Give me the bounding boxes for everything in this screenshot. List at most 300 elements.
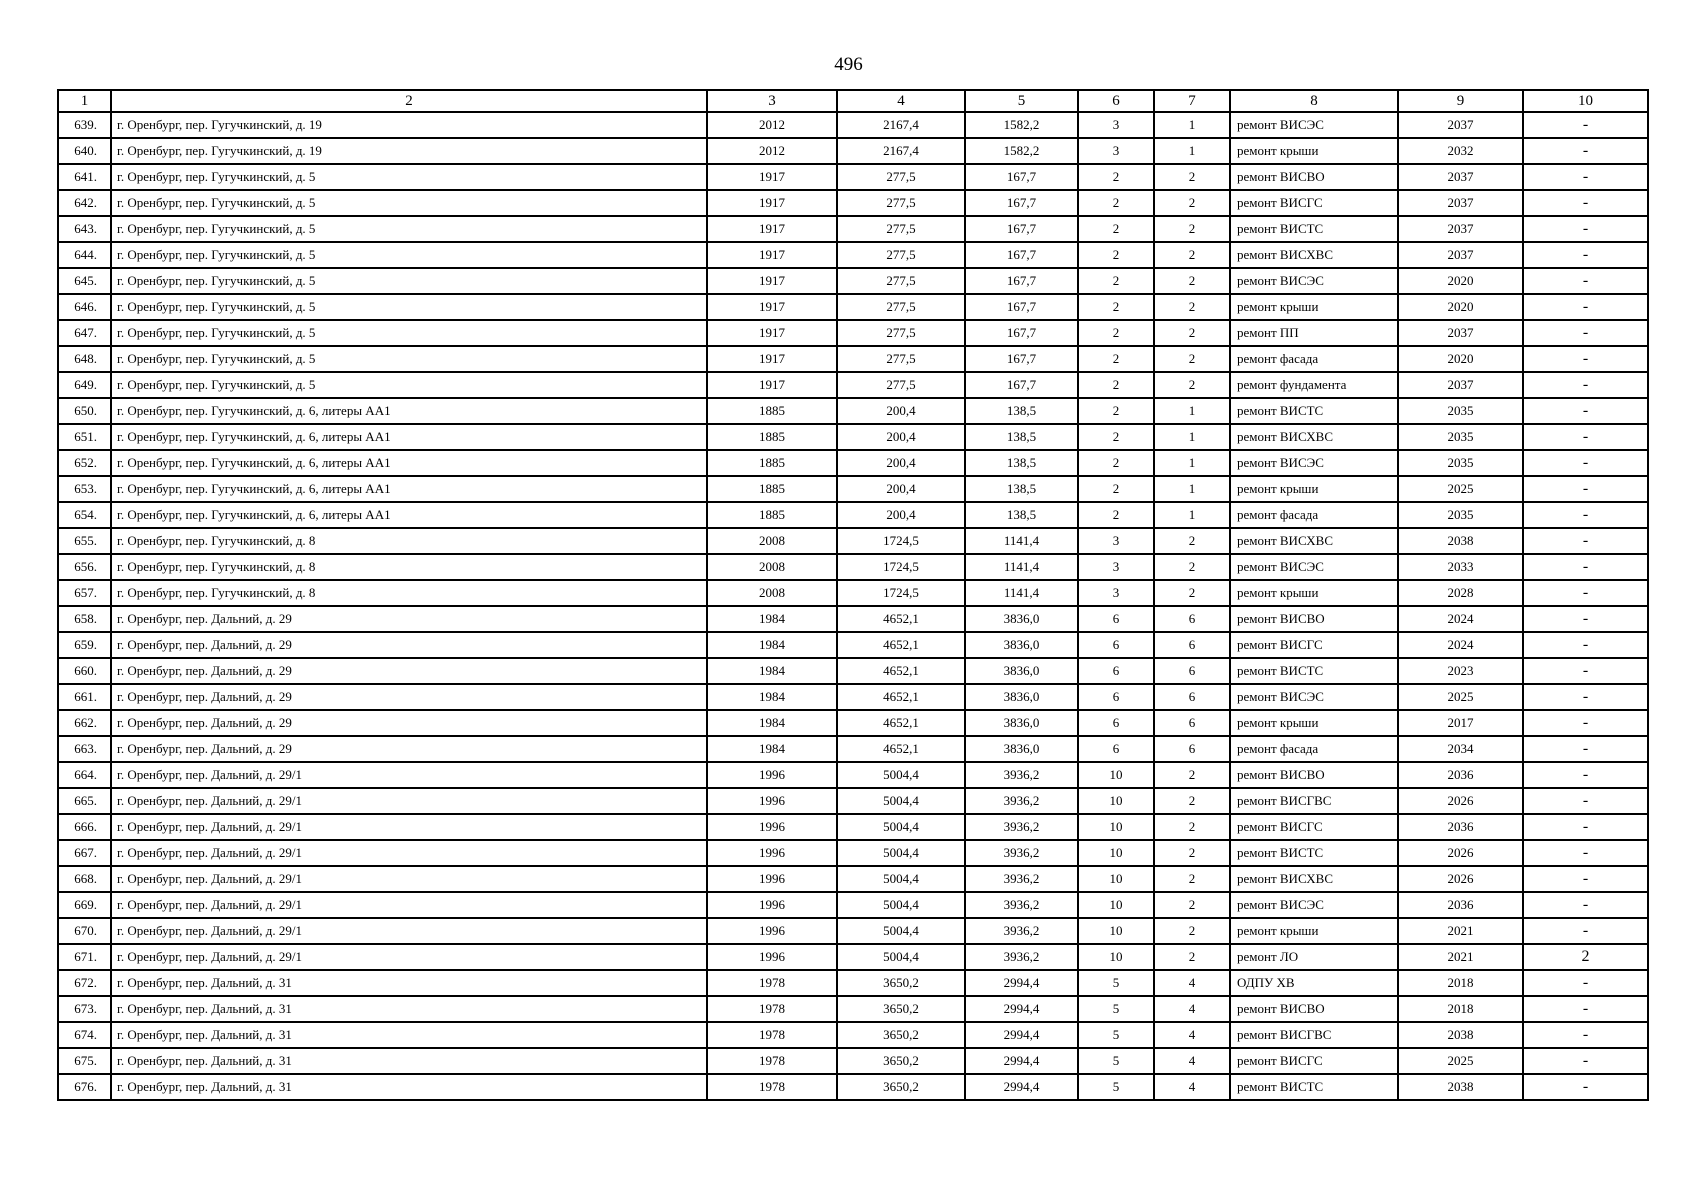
planned-year-cell: 2035 [1398,424,1523,450]
year-built-cell: 1984 [707,736,837,762]
work-type-cell: ремонт ВИСХВС [1230,866,1398,892]
work-type-cell: ремонт ВИСТС [1230,216,1398,242]
year-built-cell: 1917 [707,164,837,190]
row-number-cell: 649. [58,372,111,398]
table-row [58,710,1648,736]
planned-year-cell: 2033 [1398,554,1523,580]
floors-cell: 2 [1078,502,1154,528]
entrances-cell: 2 [1154,580,1230,606]
address-cell: г. Оренбург, пер. Гугучкинский, д. 5 [111,346,707,372]
floors-cell: 2 [1078,320,1154,346]
column-header-7: 7 [1154,90,1230,112]
row-number-cell: 646. [58,294,111,320]
living-area-cell: 2994,4 [965,996,1078,1022]
address-cell: г. Оренбург, пер. Гугучкинский, д. 5 [111,190,707,216]
year-built-cell: 1885 [707,502,837,528]
column-10-value-cell: - [1523,190,1648,216]
living-area-cell: 138,5 [965,476,1078,502]
entrances-cell: 2 [1154,320,1230,346]
living-area-cell: 3836,0 [965,684,1078,710]
row-number-cell: 656. [58,554,111,580]
entrances-cell: 1 [1154,398,1230,424]
entrances-cell: 4 [1154,996,1230,1022]
table-row [58,268,1648,294]
column-10-value-cell: - [1523,710,1648,736]
year-built-cell: 1984 [707,658,837,684]
work-type-cell: ремонт фундамента [1230,372,1398,398]
planned-year-cell: 2038 [1398,1022,1523,1048]
floors-cell: 2 [1078,424,1154,450]
row-number-cell: 676. [58,1074,111,1100]
row-number-cell: 657. [58,580,111,606]
column-10-value-cell: - [1523,164,1648,190]
planned-year-cell: 2036 [1398,762,1523,788]
floors-cell: 10 [1078,918,1154,944]
table-container [57,89,1649,1101]
living-area-cell: 167,7 [965,268,1078,294]
row-number-cell: 659. [58,632,111,658]
row-number-cell: 651. [58,424,111,450]
table-body [58,112,1648,1100]
entrances-cell: 2 [1154,866,1230,892]
row-number-cell: 672. [58,970,111,996]
entrances-cell: 6 [1154,710,1230,736]
row-number-cell: 666. [58,814,111,840]
year-built-cell: 2012 [707,112,837,138]
address-cell: г. Оренбург, пер. Гугучкинский, д. 8 [111,528,707,554]
table-row [58,996,1648,1022]
total-area-cell: 3650,2 [837,996,965,1022]
total-area-cell: 5004,4 [837,788,965,814]
work-type-cell: ремонт ВИСГС [1230,814,1398,840]
address-cell: г. Оренбург, пер. Дальний, д. 29/1 [111,788,707,814]
living-area-cell: 1141,4 [965,528,1078,554]
floors-cell: 2 [1078,164,1154,190]
total-area-cell: 4652,1 [837,684,965,710]
address-cell: г. Оренбург, пер. Дальний, д. 29 [111,606,707,632]
planned-year-cell: 2035 [1398,450,1523,476]
floors-cell: 2 [1078,268,1154,294]
living-area-cell: 3836,0 [965,736,1078,762]
table-row [58,892,1648,918]
address-cell: г. Оренбург, пер. Дальний, д. 31 [111,1022,707,1048]
living-area-cell: 167,7 [965,320,1078,346]
address-cell: г. Оренбург, пер. Гугучкинский, д. 6, литеры АА1 [111,476,707,502]
entrances-cell: 2 [1154,944,1230,970]
column-10-value-cell: - [1523,320,1648,346]
table-row [58,476,1648,502]
row-number-cell: 652. [58,450,111,476]
planned-year-cell: 2038 [1398,1074,1523,1100]
entrances-cell: 2 [1154,554,1230,580]
entrances-cell: 2 [1154,346,1230,372]
table-row [58,398,1648,424]
column-10-value-cell: - [1523,476,1648,502]
year-built-cell: 1996 [707,866,837,892]
row-number-cell: 674. [58,1022,111,1048]
total-area-cell: 5004,4 [837,866,965,892]
entrances-cell: 2 [1154,892,1230,918]
planned-year-cell: 2036 [1398,814,1523,840]
floors-cell: 2 [1078,190,1154,216]
table-row [58,502,1648,528]
floors-cell: 2 [1078,346,1154,372]
work-type-cell: ремонт крыши [1230,580,1398,606]
total-area-cell: 5004,4 [837,840,965,866]
column-10-value-cell: - [1523,1074,1648,1100]
work-type-cell: ремонт ВИСЭС [1230,450,1398,476]
planned-year-cell: 2026 [1398,840,1523,866]
living-area-cell: 3936,2 [965,866,1078,892]
living-area-cell: 167,7 [965,164,1078,190]
work-type-cell: ремонт ВИСТС [1230,1074,1398,1100]
floors-cell: 2 [1078,372,1154,398]
planned-year-cell: 2026 [1398,866,1523,892]
work-type-cell: ремонт ВИСТС [1230,658,1398,684]
row-number-cell: 654. [58,502,111,528]
table-row [58,424,1648,450]
column-10-value-cell: - [1523,658,1648,684]
table-row [58,866,1648,892]
address-cell: г. Оренбург, пер. Гугучкинский, д. 5 [111,268,707,294]
table-row [58,684,1648,710]
living-area-cell: 2994,4 [965,1022,1078,1048]
column-10-value-cell: - [1523,814,1648,840]
address-cell: г. Оренбург, пер. Гугучкинский, д. 5 [111,216,707,242]
floors-cell: 5 [1078,1048,1154,1074]
floors-cell: 2 [1078,450,1154,476]
living-area-cell: 1141,4 [965,580,1078,606]
address-cell: г. Оренбург, пер. Гугучкинский, д. 5 [111,164,707,190]
column-10-value-cell: - [1523,216,1648,242]
column-header-10: 10 [1523,90,1648,112]
total-area-cell: 3650,2 [837,970,965,996]
row-number-cell: 675. [58,1048,111,1074]
total-area-cell: 1724,5 [837,528,965,554]
work-type-cell: ремонт ВИСГС [1230,190,1398,216]
total-area-cell: 5004,4 [837,918,965,944]
row-number-cell: 673. [58,996,111,1022]
floors-cell: 6 [1078,736,1154,762]
column-10-value-cell: - [1523,632,1648,658]
row-number-cell: 655. [58,528,111,554]
living-area-cell: 3836,0 [965,658,1078,684]
address-cell: г. Оренбург, пер. Гугучкинский, д. 5 [111,242,707,268]
entrances-cell: 4 [1154,1074,1230,1100]
planned-year-cell: 2032 [1398,138,1523,164]
planned-year-cell: 2018 [1398,996,1523,1022]
floors-cell: 6 [1078,710,1154,736]
column-10-value-cell: - [1523,606,1648,632]
planned-year-cell: 2024 [1398,606,1523,632]
planned-year-cell: 2017 [1398,710,1523,736]
column-10-value-cell: - [1523,450,1648,476]
work-type-cell: ремонт крыши [1230,138,1398,164]
table-row [58,164,1648,190]
floors-cell: 5 [1078,1074,1154,1100]
column-10-value-cell: - [1523,840,1648,866]
year-built-cell: 1917 [707,190,837,216]
total-area-cell: 277,5 [837,164,965,190]
year-built-cell: 1917 [707,320,837,346]
column-10-value-cell: - [1523,1048,1648,1074]
total-area-cell: 2167,4 [837,112,965,138]
address-cell: г. Оренбург, пер. Гугучкинский, д. 8 [111,580,707,606]
column-header-9: 9 [1398,90,1523,112]
floors-cell: 6 [1078,606,1154,632]
planned-year-cell: 2034 [1398,736,1523,762]
column-header-1: 1 [58,90,111,112]
row-number-cell: 645. [58,268,111,294]
floors-cell: 3 [1078,554,1154,580]
year-built-cell: 2012 [707,138,837,164]
total-area-cell: 5004,4 [837,892,965,918]
planned-year-cell: 2037 [1398,112,1523,138]
living-area-cell: 2994,4 [965,1074,1078,1100]
address-cell: г. Оренбург, пер. Гугучкинский, д. 6, литеры АА1 [111,424,707,450]
floors-cell: 2 [1078,294,1154,320]
work-type-cell: ремонт ВИСХВС [1230,424,1398,450]
entrances-cell: 2 [1154,294,1230,320]
floors-cell: 3 [1078,112,1154,138]
work-type-cell: ремонт ВИСГС [1230,632,1398,658]
column-header-4: 4 [837,90,965,112]
column-10-value-cell: - [1523,684,1648,710]
total-area-cell: 277,5 [837,190,965,216]
work-type-cell: ремонт ВИСЭС [1230,554,1398,580]
row-number-cell: 640. [58,138,111,164]
table-row [58,138,1648,164]
work-type-cell: ремонт фасада [1230,736,1398,762]
entrances-cell: 1 [1154,424,1230,450]
year-built-cell: 1996 [707,788,837,814]
planned-year-cell: 2020 [1398,294,1523,320]
address-cell: г. Оренбург, пер. Дальний, д. 29/1 [111,892,707,918]
column-header-6: 6 [1078,90,1154,112]
column-10-value-cell: - [1523,762,1648,788]
table-row [58,112,1648,138]
table-row [58,814,1648,840]
living-area-cell: 3936,2 [965,814,1078,840]
column-10-value-cell: - [1523,242,1648,268]
total-area-cell: 5004,4 [837,762,965,788]
year-built-cell: 1885 [707,424,837,450]
table-row [58,658,1648,684]
year-built-cell: 1885 [707,476,837,502]
address-cell: г. Оренбург, пер. Гугучкинский, д. 6, литеры АА1 [111,398,707,424]
row-number-cell: 644. [58,242,111,268]
entrances-cell: 2 [1154,268,1230,294]
entrances-cell: 2 [1154,242,1230,268]
work-type-cell: ремонт ВИСЭС [1230,268,1398,294]
living-area-cell: 3836,0 [965,632,1078,658]
work-type-cell: ремонт ВИСГВС [1230,788,1398,814]
table-row [58,528,1648,554]
row-number-cell: 671. [58,944,111,970]
year-built-cell: 1885 [707,450,837,476]
work-type-cell: ремонт ВИСХВС [1230,242,1398,268]
total-area-cell: 200,4 [837,476,965,502]
entrances-cell: 4 [1154,1022,1230,1048]
total-area-cell: 3650,2 [837,1022,965,1048]
work-type-cell: ремонт крыши [1230,476,1398,502]
entrances-cell: 2 [1154,788,1230,814]
table-row [58,216,1648,242]
floors-cell: 5 [1078,970,1154,996]
address-cell: г. Оренбург, пер. Дальний, д. 29/1 [111,866,707,892]
total-area-cell: 277,5 [837,372,965,398]
entrances-cell: 1 [1154,138,1230,164]
entrances-cell: 1 [1154,476,1230,502]
row-number-cell: 663. [58,736,111,762]
address-cell: г. Оренбург, пер. Дальний, д. 29/1 [111,944,707,970]
living-area-cell: 3936,2 [965,918,1078,944]
total-area-cell: 3650,2 [837,1048,965,1074]
row-number-cell: 658. [58,606,111,632]
column-10-value-cell: 2 [1523,944,1648,970]
work-type-cell: ремонт ВИСТС [1230,840,1398,866]
year-built-cell: 1984 [707,710,837,736]
address-cell: г. Оренбург, пер. Дальний, д. 31 [111,1048,707,1074]
living-area-cell: 167,7 [965,294,1078,320]
total-area-cell: 200,4 [837,502,965,528]
floors-cell: 3 [1078,528,1154,554]
entrances-cell: 2 [1154,528,1230,554]
living-area-cell: 3936,2 [965,788,1078,814]
table-row [58,840,1648,866]
year-built-cell: 1917 [707,294,837,320]
floors-cell: 3 [1078,580,1154,606]
year-built-cell: 1996 [707,944,837,970]
living-area-cell: 167,7 [965,372,1078,398]
column-10-value-cell: - [1523,268,1648,294]
entrances-cell: 4 [1154,1048,1230,1074]
column-10-value-cell: - [1523,502,1648,528]
row-number-cell: 648. [58,346,111,372]
row-number-cell: 643. [58,216,111,242]
column-10-value-cell: - [1523,112,1648,138]
row-number-cell: 641. [58,164,111,190]
total-area-cell: 1724,5 [837,580,965,606]
table-row [58,1074,1648,1100]
entrances-cell: 2 [1154,372,1230,398]
address-cell: г. Оренбург, пер. Дальний, д. 29/1 [111,762,707,788]
entrances-cell: 1 [1154,502,1230,528]
table-row [58,580,1648,606]
living-area-cell: 3836,0 [965,710,1078,736]
floors-cell: 6 [1078,658,1154,684]
floors-cell: 10 [1078,762,1154,788]
living-area-cell: 138,5 [965,424,1078,450]
address-cell: г. Оренбург, пер. Дальний, д. 29 [111,684,707,710]
table-row [58,762,1648,788]
address-cell: г. Оренбург, пер. Дальний, д. 29/1 [111,840,707,866]
work-type-cell: ремонт крыши [1230,710,1398,736]
address-cell: г. Оренбург, пер. Гугучкинский, д. 19 [111,112,707,138]
column-10-value-cell: - [1523,866,1648,892]
year-built-cell: 1917 [707,268,837,294]
entrances-cell: 2 [1154,840,1230,866]
total-area-cell: 4652,1 [837,658,965,684]
table-row [58,346,1648,372]
living-area-cell: 3936,2 [965,944,1078,970]
column-header-2: 2 [111,90,707,112]
planned-year-cell: 2038 [1398,528,1523,554]
work-type-cell: ремонт ВИСТС [1230,398,1398,424]
total-area-cell: 5004,4 [837,814,965,840]
address-cell: г. Оренбург, пер. Дальний, д. 31 [111,970,707,996]
planned-year-cell: 2021 [1398,944,1523,970]
column-10-value-cell: - [1523,294,1648,320]
total-area-cell: 1724,5 [837,554,965,580]
entrances-cell: 6 [1154,658,1230,684]
floors-cell: 2 [1078,476,1154,502]
column-10-value-cell: - [1523,996,1648,1022]
address-cell: г. Оренбург, пер. Дальний, д. 29/1 [111,814,707,840]
work-type-cell: ремонт ВИСГВС [1230,1022,1398,1048]
planned-year-cell: 2037 [1398,216,1523,242]
year-built-cell: 1996 [707,892,837,918]
living-area-cell: 1582,2 [965,112,1078,138]
planned-year-cell: 2018 [1398,970,1523,996]
entrances-cell: 6 [1154,632,1230,658]
table-row [58,944,1648,970]
floors-cell: 10 [1078,840,1154,866]
work-type-cell: ремонт ВИСВО [1230,996,1398,1022]
column-header-5: 5 [965,90,1078,112]
row-number-cell: 668. [58,866,111,892]
column-10-value-cell: - [1523,736,1648,762]
column-10-value-cell: - [1523,892,1648,918]
address-cell: г. Оренбург, пер. Гугучкинский, д. 5 [111,294,707,320]
floors-cell: 6 [1078,684,1154,710]
living-area-cell: 3936,2 [965,892,1078,918]
row-number-cell: 662. [58,710,111,736]
year-built-cell: 1996 [707,814,837,840]
living-area-cell: 167,7 [965,216,1078,242]
work-type-cell: ремонт крыши [1230,294,1398,320]
planned-year-cell: 2037 [1398,190,1523,216]
planned-year-cell: 2035 [1398,502,1523,528]
living-area-cell: 167,7 [965,190,1078,216]
planned-year-cell: 2037 [1398,164,1523,190]
entrances-cell: 2 [1154,814,1230,840]
living-area-cell: 138,5 [965,450,1078,476]
year-built-cell: 1917 [707,346,837,372]
total-area-cell: 5004,4 [837,944,965,970]
work-type-cell: ремонт фасада [1230,502,1398,528]
total-area-cell: 277,5 [837,346,965,372]
entrances-cell: 2 [1154,164,1230,190]
column-10-value-cell: - [1523,424,1648,450]
column-10-value-cell: - [1523,1022,1648,1048]
address-cell: г. Оренбург, пер. Гугучкинский, д. 19 [111,138,707,164]
year-built-cell: 1984 [707,632,837,658]
planned-year-cell: 2020 [1398,268,1523,294]
planned-year-cell: 2023 [1398,658,1523,684]
planned-year-cell: 2020 [1398,346,1523,372]
row-number-cell: 660. [58,658,111,684]
column-10-value-cell: - [1523,970,1648,996]
total-area-cell: 277,5 [837,268,965,294]
year-built-cell: 1984 [707,684,837,710]
column-10-value-cell: - [1523,788,1648,814]
column-header-3: 3 [707,90,837,112]
planned-year-cell: 2024 [1398,632,1523,658]
floors-cell: 3 [1078,138,1154,164]
repair-schedule-table [57,89,1649,1101]
address-cell: г. Оренбург, пер. Гугучкинский, д. 6, литеры АА1 [111,502,707,528]
